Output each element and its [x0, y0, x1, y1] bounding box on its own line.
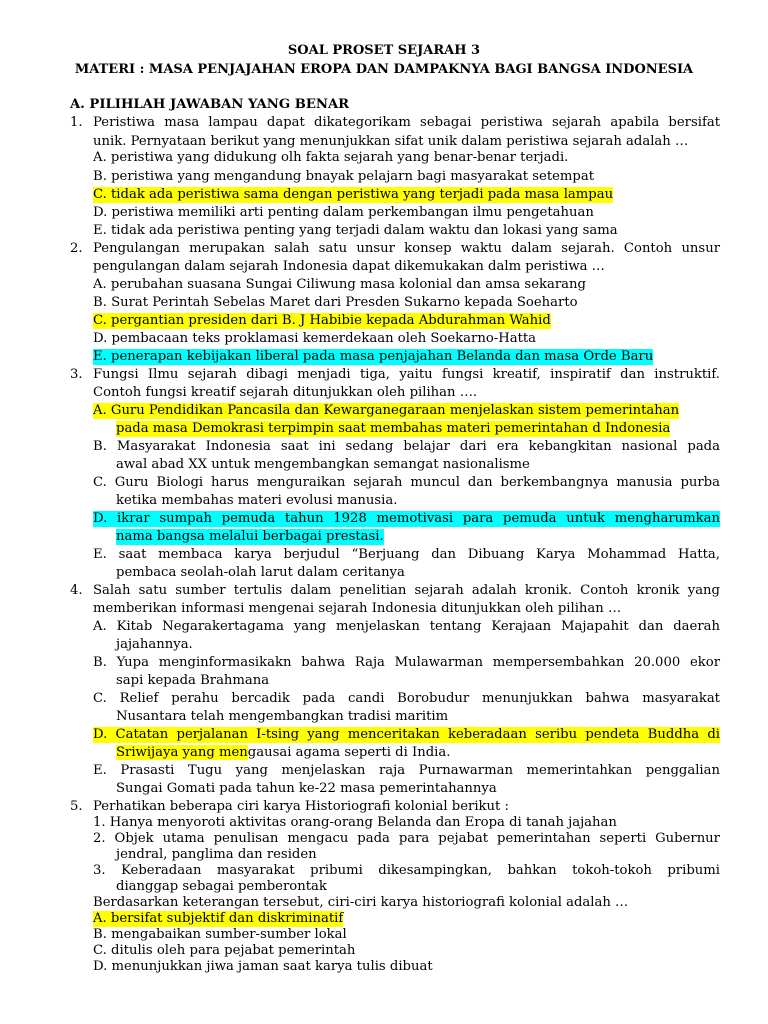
question-text: Fungsi Ilmu sejarah dibagi menjadi tiga, yaitu fungsi kreatif, inspiratif dan instruktif. — [93, 367, 720, 382]
answer-option: B. mengabaikan sumber-sumber lokal — [93, 927, 347, 942]
answer-option-highlighted: pada masa Demokrasi terpimpin saat membahas materi pemerintahan d Indonesia — [116, 421, 671, 436]
answer-option-continuation — [116, 745, 450, 761]
answer-option-highlighted: A. Guru Pendidikan Pancasila dan Kewarganegaraan menjelaskan sistem pemerintahan — [93, 403, 680, 418]
list-item: 1. Hanya menyoroti aktivitas orang-orang Belanda dan Eropa di tanah jajahan — [93, 815, 617, 830]
question-text: Berdasarkan keterangan tersebut, ciri-ciri karya historiografi kolonial adalah … — [93, 895, 629, 910]
answer-option-highlighted: nama bangsa melalui berbagai prestasi. — [116, 529, 384, 544]
question-number: 5. — [70, 799, 83, 814]
question-text: memberikan informasi mengenai sejarah Indonesia ditunjukkan oleh pilihan … — [93, 601, 622, 616]
plain-fragment: gausai agama seperti di India. — [247, 745, 451, 760]
answer-option: C. ditulis oleh para pejabat pemerintah — [93, 943, 356, 958]
answer-option: awal abad XX untuk mengembangkan semangat nasionalisme — [116, 457, 530, 472]
answer-option: Sungai Gomati pada tahun ke-22 masa pemerintahannya — [116, 781, 497, 796]
answer-option-highlighted: C. tidak ada peristiwa sama dengan peristiwa yang terjadi pada masa lampau — [93, 187, 614, 202]
answer-option: B. peristiwa yang mengandung bnayak pelajarn bagi masyarakat setempat — [93, 169, 595, 184]
answer-option: A. perubahan suasana Sungai Ciliwung masa kolonial dan amsa sekarang — [93, 277, 586, 292]
question-number: 3. — [70, 367, 83, 382]
answer-option: E. saat membaca karya berjudul “Berjuang dan Dibuang Karya Mohammad Hatta, — [93, 547, 720, 562]
list-item: 2. Objek utama penulisan mengacu pada para pejabat pemerintahan seperti Gubernur — [93, 831, 720, 846]
answer-option: C. Guru Biologi harus menguraikan sejarah muncul dan berkembangnya manusia purba — [93, 475, 720, 490]
list-item: jendral, panglima dan residen — [116, 847, 317, 862]
question-text: Salah satu sumber tertulis dalam penelitian sejarah adalah kronik. Contoh kronik yang — [93, 583, 720, 598]
section-heading: A. PILIHLAH JAWABAN YANG BENAR — [70, 97, 350, 112]
answer-option: E. Prasasti Tugu yang menjelaskan raja Purnawarman memerintahkan penggalian — [93, 763, 720, 778]
highlighted-fragment: Sriwijaya yang men — [116, 745, 248, 760]
answer-option: B. Masyarakat Indonesia saat ini sedang belajar dari era kebangkitan nasional pada — [93, 439, 720, 454]
question-text: Perhatikan beberapa ciri karya Historiografi kolonial berikut : — [93, 799, 509, 814]
answer-option: Nusantara telah mengembangkan tradisi maritim — [116, 709, 449, 724]
page-subtitle: MATERI : MASA PENJAJAHAN EROPA DAN DAMPAKNYA BAGI BANGSA INDONESIA — [74, 62, 694, 77]
answer-option: B. Yupa menginformasikakn bahwa Raja Mulawarman mempersembahkan 20.000 ekor — [93, 655, 720, 670]
answer-option-highlighted: A. bersifat subjektif dan diskriminatif — [93, 911, 344, 926]
question-text: Contoh fungsi kreatif sejarah ditunjukkan oleh pilihan …. — [93, 385, 478, 400]
list-item: 3. Keberadaan masyarakat pribumi dikesampingkan, bahkan tokoh-tokoh pribumi — [93, 863, 720, 878]
answer-option: sapi kepada Brahmana — [116, 673, 270, 688]
answer-option: A. peristiwa yang didukung olh fakta sejarah yang benar-benar terjadi. — [93, 150, 569, 165]
answer-option-highlighted: E. penerapan kebijakan liberal pada masa penjajahan Belanda dan masa Orde Baru — [93, 349, 654, 364]
question-text: unik. Pernyataan berikut yang menunjukkan sifat unik dalam peristiwa sejarah adalah … — [93, 134, 689, 149]
answer-option: E. tidak ada peristiwa penting yang terjadi dalam waktu dan lokasi yang sama — [93, 223, 618, 238]
answer-option: D. pembacaan teks proklamasi kemerdekaan oleh Soekarno-Hatta — [93, 331, 537, 346]
question-number: 4. — [70, 583, 83, 598]
answer-option-highlighted: D. Catatan perjalanan I-tsing yang menceritakan keberadaan seribu pendeta Buddha di — [93, 727, 720, 742]
question-text: Peristiwa masa lampau dapat dikategorikam sebagai peristiwa sejarah apabila bersifat — [93, 115, 720, 130]
answer-option: jajahannya. — [116, 637, 193, 652]
answer-option-highlighted: D. ikrar sumpah pemuda tahun 1928 memotivasi para pemuda untuk mengharumkan — [93, 511, 720, 526]
question-text: pengulangan dalam sejarah Indonesia dapat dikemukakan dalm peristiwa … — [93, 259, 605, 274]
answer-option: pembaca seolah-olah larut dalam ceritanya — [116, 565, 405, 580]
answer-option: C. Relief perahu bercadik pada candi Borobudur menunjukkan bahwa masyarakat — [93, 691, 720, 706]
list-item: dianggap sebagai pemberontak — [116, 879, 327, 894]
question-number: 2. — [70, 241, 83, 256]
answer-option: ketika membahas materi evolusi manusia. — [116, 493, 398, 508]
answer-option: D. peristiwa memiliki arti penting dalam perkembangan ilmu pengetahuan — [93, 205, 594, 220]
question-text: Pengulangan merupakan salah satu unsur konsep waktu dalam sejarah. Contoh unsur — [93, 241, 720, 256]
page-title: SOAL PROSET SEJARAH 3 — [287, 43, 481, 58]
answer-option-highlighted: C. pergantian presiden dari B. J Habibie kepada Abdurahman Wahid — [93, 313, 551, 328]
answer-option: B. Surat Perintah Sebelas Maret dari Presden Sukarno kepada Soeharto — [93, 295, 578, 310]
answer-option: D. menunjukkan jiwa jaman saat karya tulis dibuat — [93, 959, 433, 974]
answer-option: A. Kitab Negarakertagama yang menjelaskan tentang Kerajaan Majapahit dan daerah — [93, 619, 720, 634]
question-number: 1. — [70, 115, 83, 130]
